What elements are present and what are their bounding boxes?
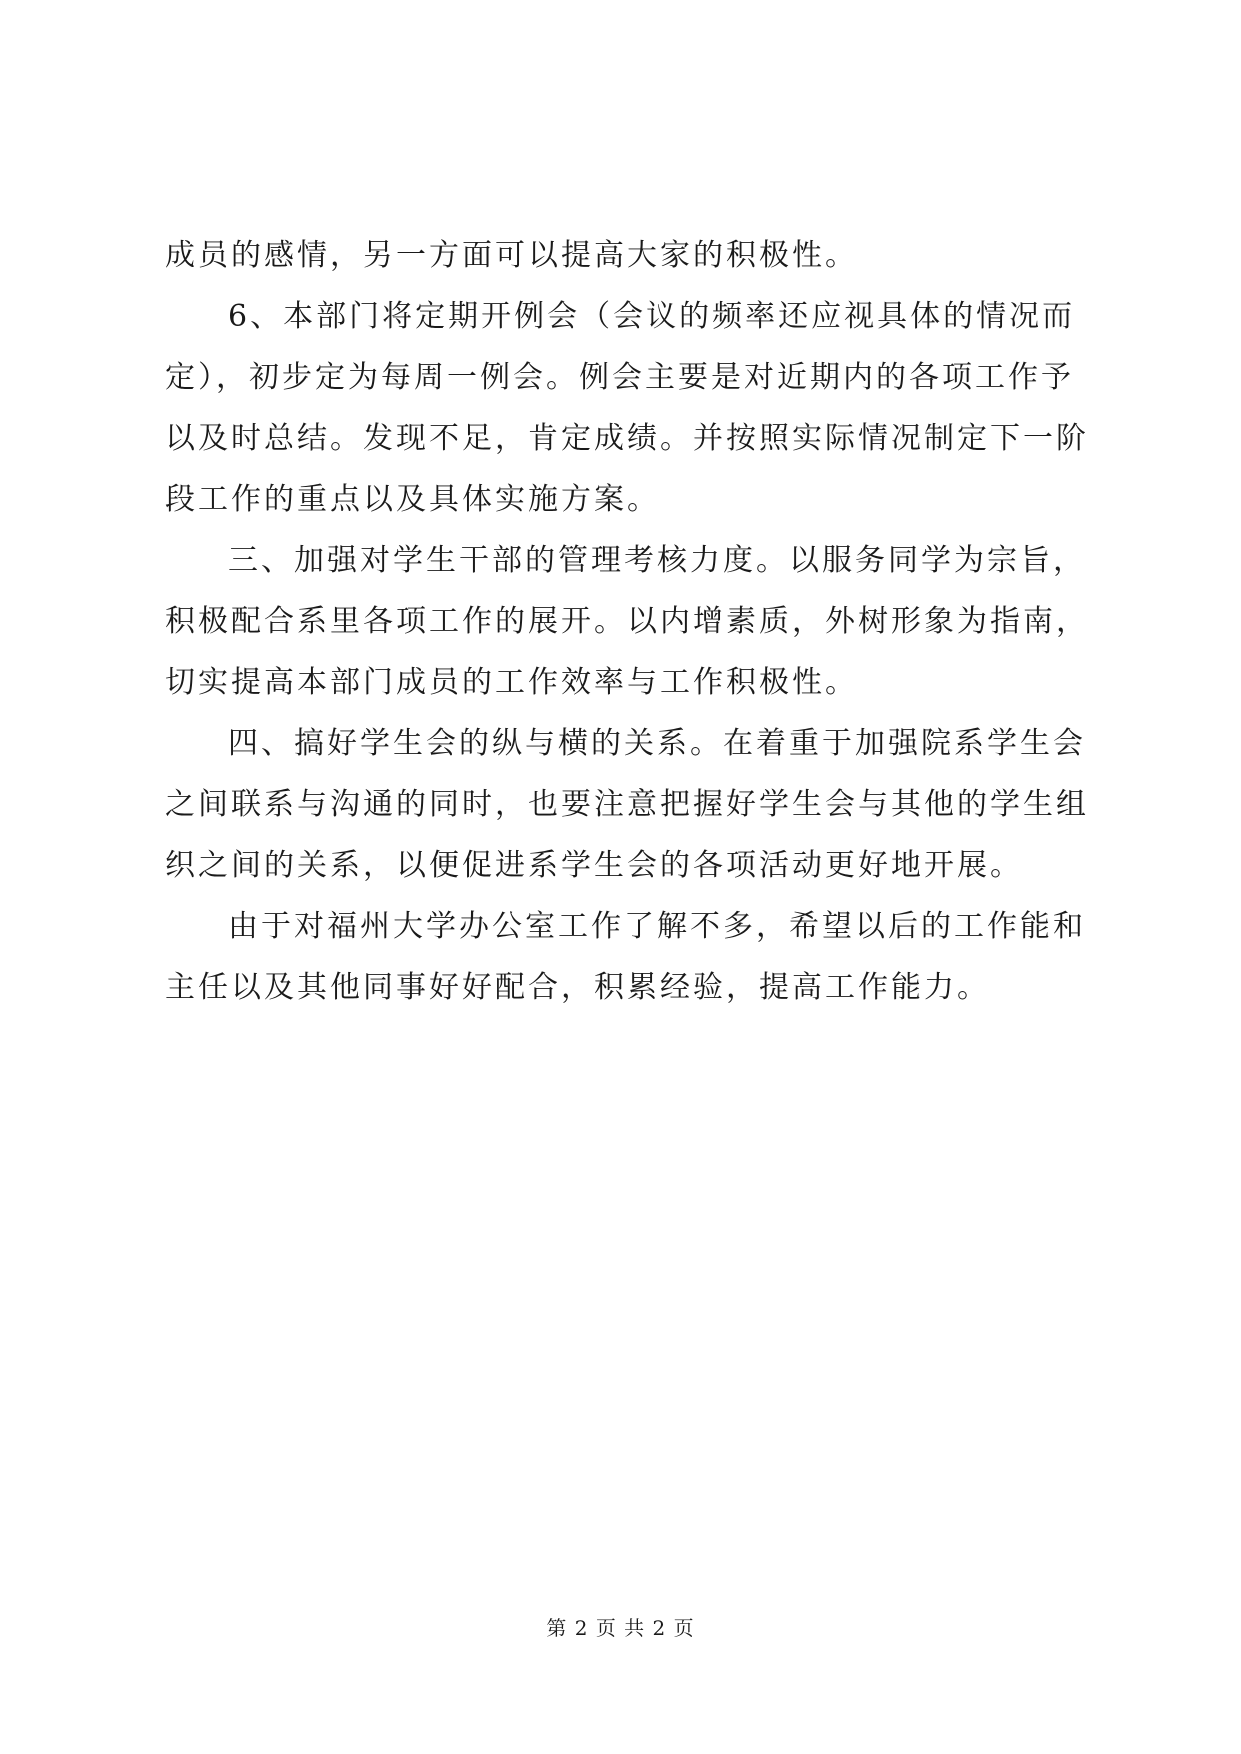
text-line: 积极配合系里各项工作的展开。以内增素质，外树形象为指南， <box>165 604 1089 639</box>
document-body <box>165 225 1095 1018</box>
paragraph-3 <box>165 530 1095 713</box>
text-line: 之间联系与沟通的同时，也要注意把握好学生会与其他的学生组 <box>165 787 1089 822</box>
text-line: 以及时总结。发现不足，肯定成绩。并按照实际情况制定下一阶 <box>165 421 1089 456</box>
paragraph-2 <box>165 286 1095 530</box>
page-number-footer: 第 2 页 共 2 页 <box>546 1616 695 1640</box>
text-line: 织之间的关系，以便促进系学生会的各项活动更好地开展。 <box>165 848 1023 883</box>
paragraph-4 <box>165 713 1095 896</box>
text-line: 段工作的重点以及具体实施方案。 <box>165 482 660 517</box>
text-line: 三、加强对学生干部的管理考核力度。以服务同学为宗旨， <box>228 543 1086 578</box>
text-line: 切实提高本部门成员的工作效率与工作积极性。 <box>165 665 858 700</box>
paragraph-1 <box>165 225 1095 286</box>
text-line: 定），初步定为每周一例会。例会主要是对近期内的各项工作予 <box>165 360 1074 395</box>
text-line: 6、本部门将定期开例会（会议的频率还应视具体的情况而 <box>228 299 1076 334</box>
paragraph-5 <box>165 896 1095 1018</box>
text-line: 成员的感情，另一方面可以提高大家的积极性。 <box>165 238 858 273</box>
text-line: 四、搞好学生会的纵与横的关系。在着重于加强院系学生会 <box>228 726 1086 761</box>
text-line: 由于对福州大学办公室工作了解不多，希望以后的工作能和 <box>228 909 1086 944</box>
text-line: 主任以及其他同事好好配合，积累经验，提高工作能力。 <box>165 970 990 1005</box>
